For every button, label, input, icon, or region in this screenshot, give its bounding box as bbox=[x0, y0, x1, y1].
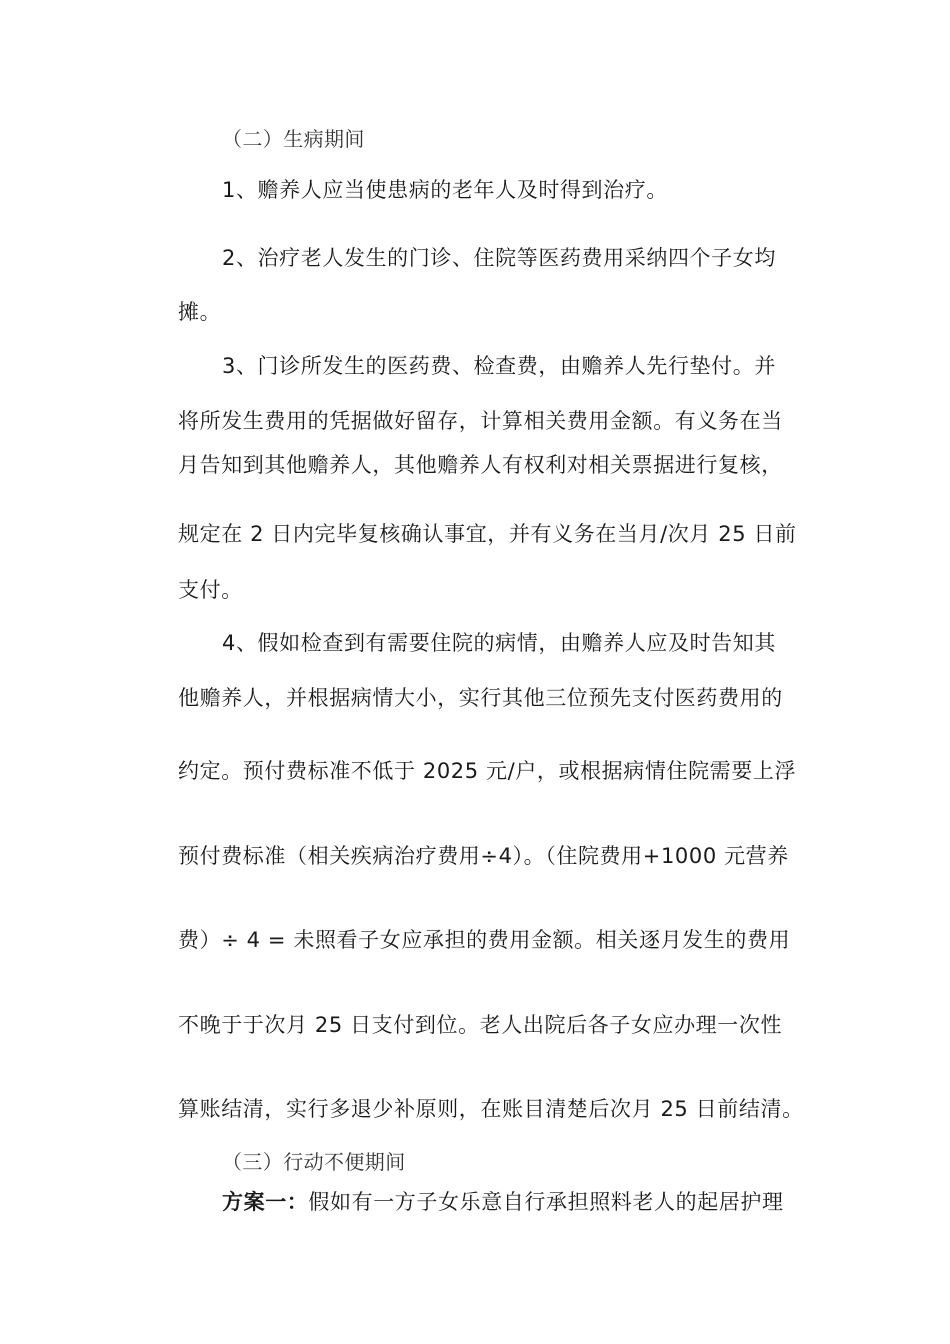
paragraph-4-line-6: 不晚于于次月 25 日支付到位。老人出院后各子女应办理一次性 bbox=[178, 1013, 783, 1037]
section-heading-illness: （二）生病期间 bbox=[222, 127, 365, 151]
paragraph-4-line-3: 约定。预付费标准不低于 2025 元/户，或根据病情住院需要上浮 bbox=[178, 759, 797, 783]
paragraph-4-line-2: 他赡养人，并根据病情大小，实行其他三位预先支付医药费用的 bbox=[178, 686, 783, 710]
plan-one-paragraph bbox=[222, 1188, 784, 1216]
paragraph-3-line-3: 月告知到其他赡养人，其他赡养人有权利对相关票据进行复核， bbox=[178, 453, 783, 477]
section-heading-mobility: （三）行动不便期间 bbox=[222, 1150, 406, 1174]
paragraph-1: 1、赡养人应当使患病的老年人及时得到治疗。 bbox=[222, 178, 668, 202]
paragraph-4-line-4: 预付费标准（相关疾病治疗费用÷4）。（住院费用+1000 元营养 bbox=[178, 844, 789, 868]
plan-one-text: 假如有一方子女乐意自行承担照料老人的起居护理 bbox=[308, 1190, 784, 1214]
paragraph-4-line-7: 算账结清，实行多退少补原则，在账目清楚后次月 25 日前结清。 bbox=[178, 1097, 804, 1121]
paragraph-2-line-2: 摊。 bbox=[178, 300, 222, 324]
paragraph-3-line-5: 支付。 bbox=[178, 578, 243, 602]
paragraph-3-line-4: 规定在 2 日内完毕复核确认事宜，并有义务在当月/次月 25 日前 bbox=[178, 522, 797, 546]
paragraph-4-line-5: 费）÷ 4 = 未照看子女应承担的费用金额。相关逐月发生的费用 bbox=[178, 928, 791, 952]
paragraph-3-line-2: 将所发生费用的凭据做好留存，计算相关费用金额。有义务在当 bbox=[178, 409, 783, 433]
paragraph-2-line-1: 2、治疗老人发生的门诊、住院等医药费用采纳四个子女均 bbox=[222, 246, 776, 270]
paragraph-4-line-1: 4、假如检查到有需要住院的病情，由赡养人应及时告知其 bbox=[222, 631, 776, 655]
plan-one-label: 方案一： bbox=[222, 1190, 309, 1214]
paragraph-3-line-1: 3、门诊所发生的医药费、检查费，由赡养人先行垫付。并 bbox=[222, 354, 776, 378]
